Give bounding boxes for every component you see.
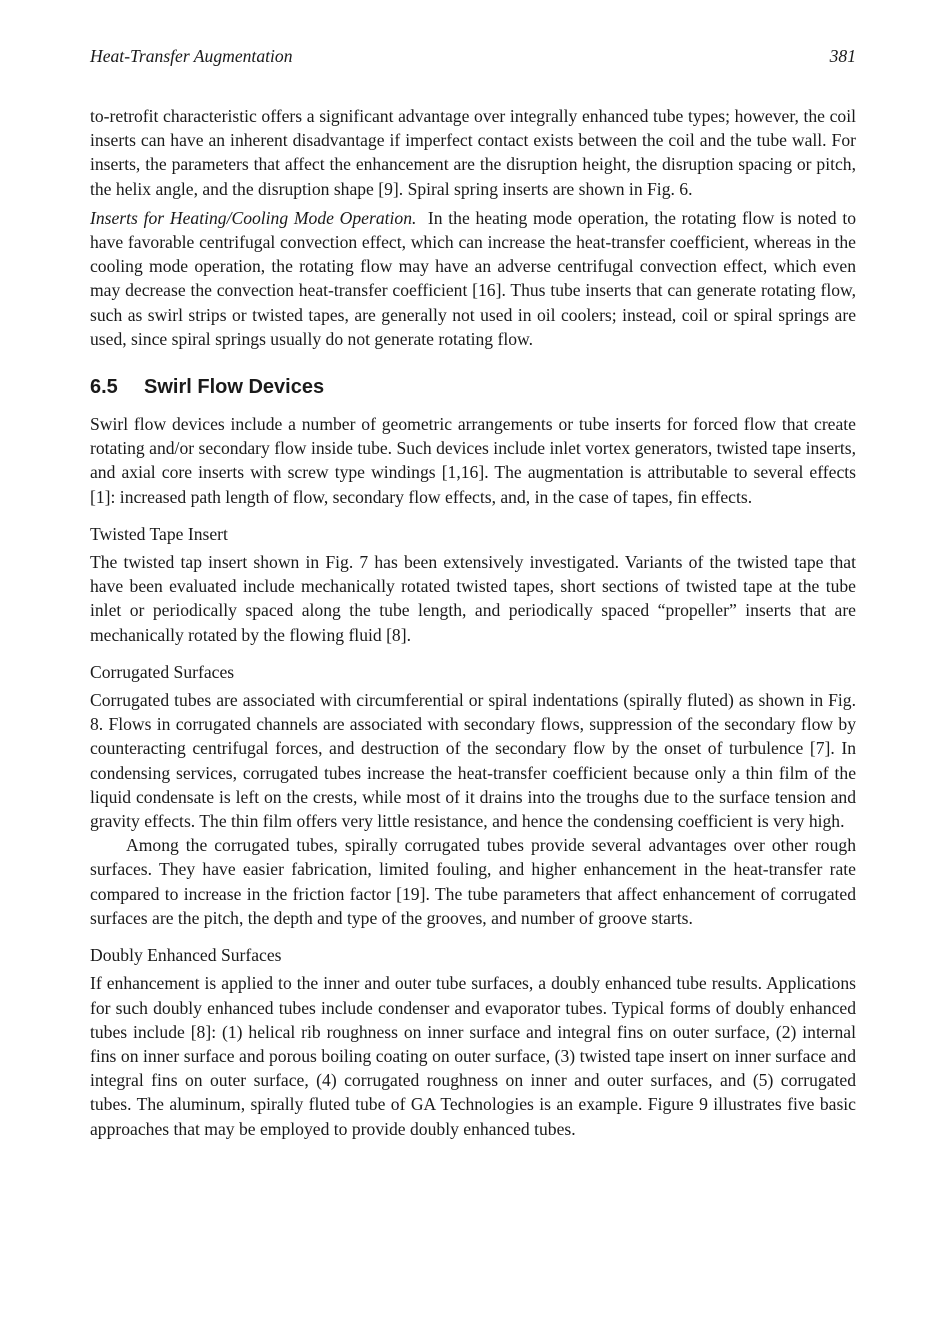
section-intro: Swirl flow devices include a number of geometric arrangements or tube inserts for forced flow that create rotating and/or secondary flow inside tube. Such devices include inlet vortex generators, twisted tape inserts, and axial core inserts with screw type windings [1,16]. The augmentation is attributable to several effects [1]: increased path length of flow, secondary flow effects, and, in the case of tapes, fin effects. (90, 414, 856, 507)
page-number: 381 (829, 46, 856, 66)
paragraph-twisted-tape: The twisted tap insert shown in Fig. 7 has been extensively investigated. Variants of the twisted tape that have been evaluated include mechanically rotated twisted tapes, short sections of twisted tape at the tube inlet or periodically spaced along the tube length, and periodically spaced “propeller” inserts that are mechanically rotated by the flowing fluid [8]. (90, 552, 856, 645)
section-heading (90, 374, 856, 400)
paragraph-text: In the heating mode operation, the rotating flow is noted to have favorable centrifugal convection effect, which can increase the heat-transfer coefficient, whereas in the cooling mode operation, the rotating flow may have an adverse centrifugal convection effect, which even may decrease the convection heat-transfer coefficient [16]. Thus tube inserts that can generate rotating flow, such as swirl strips or twisted tapes, are generally not used in oil coolers; instead, coil or spiral springs are used, since spiral springs usually do not generate rotating flow. (90, 207, 857, 349)
runin-heading: Inserts for Heating/Cooling Mode Operation. (90, 207, 417, 228)
paragraph-inserts-heating-cooling (90, 206, 856, 351)
section-number: 6.5 (90, 376, 118, 399)
paragraph: to-retrofit characteristic offers a significant advantage over integrally enhanced tube types; however, the coil inserts can have an inherent disadvantage if imperfect contact exists between the coil and the tube wall. For inserts, the parameters that affect the enhancement are the disruption height, the disruption spacing or pitch, the helix angle, and the disruption shape [9]. Spiral spring inserts are shown in Fig. 6. (90, 106, 856, 199)
paragraph-corrugated-2: Among the corrugated tubes, spirally corrugated tubes provide several advantages over other rough surfaces. They have easier fabrication, limited fouling, and higher enhancement in the heat-transfer rate compared to increase in the friction factor [19]. The tube parameters that affect enhancement of corrugated surfaces are the pitch, the depth and type of the grooves, and number of groove starts. (90, 835, 856, 928)
page (90, 40, 856, 1141)
paragraph-corrugated-1: Corrugated tubes are associated with circumferential or spiral indentations (spirally fluted) as shown in Fig. 8. Flows in corrugated channels are associated with secondary flows, suppression of the secondary flow by counteracting centrifugal forces, and destruction of the secondary flow by the onset of turbulence [7]. In condensing services, corrugated tubes increase the heat-transfer coefficient because only a thin film of the liquid condensate is left on the crests, while most of it drains into the troughs due to the surface tension and gravity effects. The thin film offers very little resistance, and hence the condensing coefficient is very high. (90, 690, 856, 832)
running-head (90, 40, 856, 66)
subheading-corrugated: Corrugated Surfaces (90, 661, 235, 682)
paragraph-doubly-enhanced: If enhancement is applied to the inner and outer tube surfaces, a doubly enhanced tube results. Applications for such doubly enhanced tubes include condenser and evaporator tubes. Typical forms of doubly enhanced tubes include [8]: (1) helical rib roughness on inner surface and integral fins on outer surface, (2) internal fins on inner surface and porous boiling coating on outer surface, (3) twisted tape insert on inner surface and integral fins on outer surface, (4) corrugated roughness on inner and outer surfaces, and (5) corrugated tubes. The aluminum, spirally fluted tube of GA Technologies is an example. Figure 9 illustrates five basic approaches that may be employed to provide doubly enhanced tubes. (90, 973, 856, 1139)
subheading-doubly-enhanced: Doubly Enhanced Surfaces (90, 945, 282, 966)
section-title: Swirl Flow Devices (144, 376, 325, 399)
subheading-twisted-tape: Twisted Tape Insert (90, 523, 228, 544)
running-title: Heat-Transfer Augmentation (90, 46, 293, 66)
